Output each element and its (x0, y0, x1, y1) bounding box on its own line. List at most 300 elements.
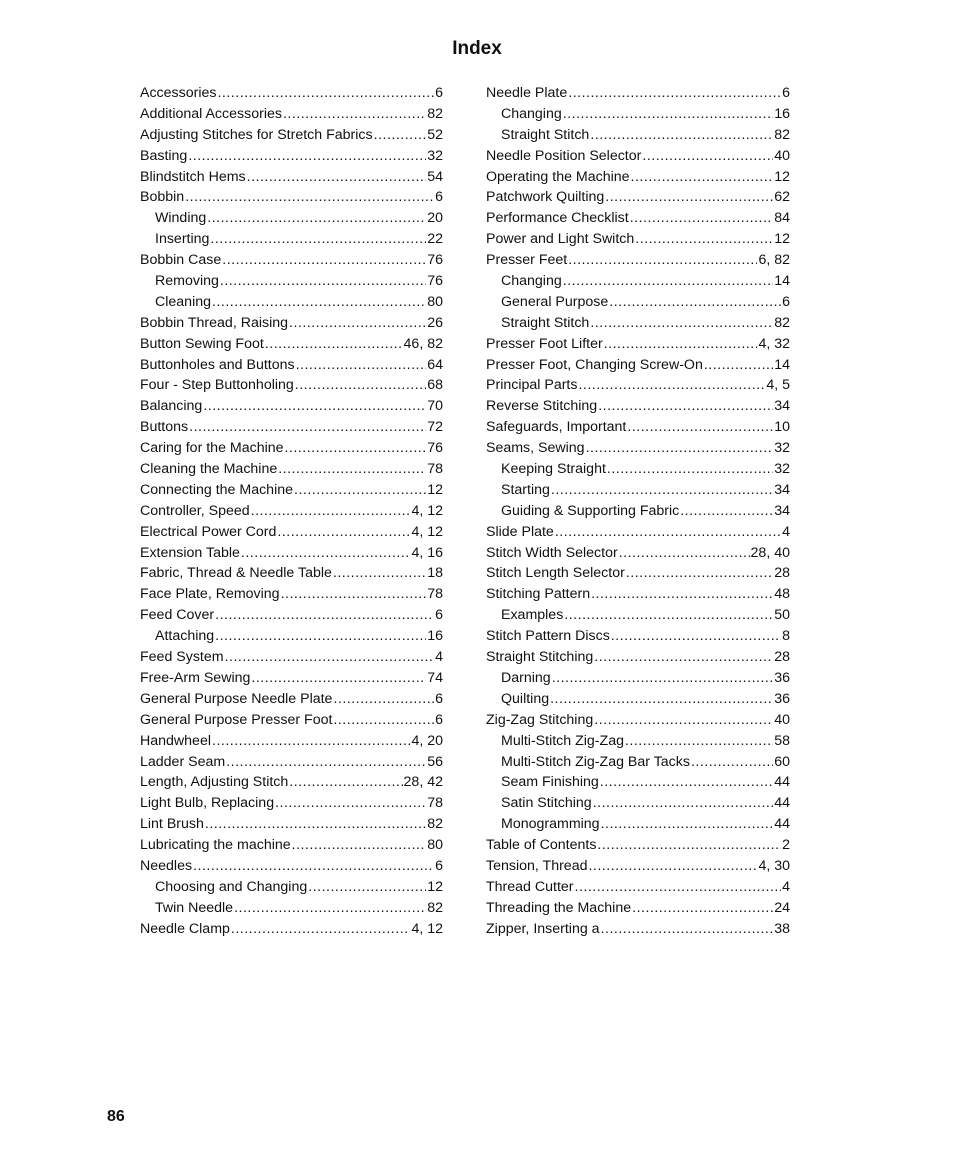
entry-pages: 82 (427, 816, 443, 833)
page-title: Index (452, 38, 502, 59)
index-entry (140, 146, 443, 167)
index-subentry (140, 292, 443, 313)
dot-leader (205, 814, 426, 835)
entry-label: General Purpose Presser Foot (140, 711, 333, 728)
entry-label: Stitching Pattern (486, 586, 591, 603)
entry-label: Balancing (140, 398, 203, 415)
dot-leader (278, 459, 426, 480)
dot-leader (607, 459, 773, 480)
entry-pages: 48 (774, 586, 790, 603)
index-entry (486, 355, 790, 376)
entry-label: Changing (501, 273, 562, 290)
index-subentry (486, 668, 790, 689)
index-subentry (486, 605, 790, 626)
index-entry (140, 752, 443, 773)
dot-leader (555, 522, 781, 543)
index-entry (140, 187, 443, 208)
entry-pages: 28, 40 (750, 544, 790, 561)
entry-label: Monogramming (501, 816, 600, 833)
dot-leader (231, 919, 411, 940)
entry-label: Caring for the Machine (140, 440, 284, 457)
index-entry (486, 919, 790, 940)
dot-leader (217, 83, 434, 104)
entry-pages: 72 (427, 419, 443, 436)
dot-leader (600, 772, 773, 793)
index-entry (140, 919, 443, 940)
index-entry (486, 626, 790, 647)
entry-label: Straight Stitch (501, 314, 590, 331)
entry-pages: 4, 12 (411, 920, 443, 937)
index-entry (140, 689, 443, 710)
dot-leader (193, 856, 434, 877)
dot-leader (704, 355, 773, 376)
entry-pages: 44 (774, 774, 790, 791)
index-entry (140, 563, 443, 584)
entry-pages: 2 (782, 837, 790, 854)
dot-leader (631, 167, 774, 188)
entry-label: Attaching (155, 628, 215, 645)
entry-pages: 36 (774, 690, 790, 707)
index-entry (486, 877, 790, 898)
dot-leader (222, 250, 426, 271)
dot-leader (285, 438, 427, 459)
entry-label: Seams, Sewing (486, 440, 585, 457)
index-entry (486, 375, 790, 396)
entry-pages: 32 (774, 440, 790, 457)
dot-leader (188, 146, 426, 167)
dot-leader (215, 626, 426, 647)
entry-pages: 28, 42 (403, 774, 443, 791)
index-entry (140, 480, 443, 501)
dot-leader (251, 501, 411, 522)
dot-leader (563, 104, 773, 125)
entry-pages: 76 (427, 252, 443, 269)
entry-pages: 62 (774, 189, 790, 206)
entry-pages: 6 (435, 711, 443, 728)
entry-label: Cleaning the Machine (140, 461, 278, 478)
entry-label: Needle Plate (486, 85, 568, 101)
dot-leader (251, 668, 426, 689)
dot-leader (611, 626, 781, 647)
dot-leader (551, 480, 773, 501)
dot-leader (586, 438, 774, 459)
dot-leader (632, 898, 773, 919)
index-subentry (486, 501, 790, 522)
entry-label: Reverse Stitching (486, 398, 598, 415)
entry-pages: 32 (774, 461, 790, 478)
entry-label: Electrical Power Cord (140, 523, 277, 540)
entry-pages: 18 (427, 565, 443, 582)
dot-leader (292, 835, 427, 856)
index-entry (140, 396, 443, 417)
index-subentry (486, 480, 790, 501)
entry-label: Operating the Machine (486, 168, 630, 185)
index-entry (140, 104, 443, 125)
dot-leader (627, 417, 773, 438)
entry-label: Table of Contents (486, 837, 597, 854)
index-subentry (140, 877, 443, 898)
entry-pages: 4, 5 (766, 377, 790, 394)
index-subentry (486, 689, 790, 710)
dot-leader (294, 480, 426, 501)
entry-label: Choosing and Changing (155, 878, 308, 895)
entry-label: Buttons (140, 419, 189, 436)
entry-pages: 40 (774, 711, 790, 728)
index-entry (140, 459, 443, 480)
index-subentry (486, 793, 790, 814)
entry-pages: 4, 12 (411, 523, 443, 540)
entry-label: General Purpose Needle Plate (140, 690, 333, 707)
index-entry (140, 543, 443, 564)
entry-pages: 54 (427, 168, 443, 185)
index-entry (486, 396, 790, 417)
entry-pages: 24 (774, 899, 790, 916)
index-column-right (486, 83, 790, 940)
dot-leader (241, 543, 411, 564)
dot-leader (597, 835, 781, 856)
entry-pages: 44 (774, 816, 790, 833)
entry-pages: 82 (427, 105, 443, 122)
entry-label: Changing (501, 105, 562, 122)
index-entry (140, 584, 443, 605)
entry-pages: 74 (427, 669, 443, 686)
entry-label: Additional Accessories (140, 105, 282, 122)
index-subentry (486, 814, 790, 835)
index-entry (486, 417, 790, 438)
entry-pages: 80 (427, 293, 443, 310)
entry-label: Twin Needle (155, 899, 234, 916)
index-entry (486, 438, 790, 459)
index-entry (140, 313, 443, 334)
index-subentry (140, 208, 443, 229)
entry-label: Bobbin Thread, Raising (140, 314, 289, 331)
entry-pages: 6 (435, 607, 443, 624)
entry-label: Winding (155, 210, 207, 227)
dot-leader (619, 543, 750, 564)
dot-leader (247, 167, 427, 188)
index-subentry (140, 271, 443, 292)
entry-pages: 34 (774, 398, 790, 415)
entry-label: Stitch Width Selector (486, 544, 618, 561)
entry-pages: 82 (774, 126, 790, 143)
dot-leader (234, 898, 426, 919)
dot-leader (552, 668, 774, 689)
dot-leader (333, 689, 434, 710)
entry-label: Feed Cover (140, 607, 215, 624)
entry-label: Guiding & Supporting Fabric (501, 502, 680, 519)
index-entry (486, 584, 790, 605)
entry-label: Fabric, Thread & Needle Table (140, 565, 332, 582)
dot-leader (308, 877, 426, 898)
entry-pages: 8 (782, 628, 790, 645)
entry-pages: 60 (774, 753, 790, 770)
entry-label: Free-Arm Sewing (140, 669, 251, 686)
dot-leader (563, 271, 773, 292)
index-column-left (140, 83, 443, 940)
entry-label: Principal Parts (486, 377, 578, 394)
index-subentry (486, 125, 790, 146)
index-entry (486, 647, 790, 668)
entry-label: Button Sewing Foot (140, 335, 264, 352)
dot-leader (590, 313, 773, 334)
entry-pages: 16 (774, 105, 790, 122)
entry-label: Presser Foot Lifter (486, 335, 603, 352)
entry-pages: 4, 12 (411, 502, 443, 519)
index-subentry (486, 772, 790, 793)
index-entry (140, 355, 443, 376)
entry-pages: 12 (427, 878, 443, 895)
entry-pages: 6 (782, 85, 790, 101)
index-entry (140, 772, 443, 793)
index-entry (140, 417, 443, 438)
entry-label: Straight Stitch (501, 126, 590, 143)
index-subentry (140, 626, 443, 647)
entry-pages: 28 (774, 649, 790, 666)
index-entry (486, 208, 790, 229)
index-entry (140, 647, 443, 668)
entry-pages: 44 (774, 795, 790, 812)
entry-pages: 4, 32 (758, 335, 790, 352)
index-entry (140, 250, 443, 271)
dot-leader (277, 522, 410, 543)
entry-label: Bobbin Case (140, 252, 222, 269)
index-entry (140, 793, 443, 814)
entry-label: Length, Adjusting Stitch (140, 774, 289, 791)
entry-label: Presser Feet (486, 252, 568, 269)
entry-label: Needle Position Selector (486, 147, 642, 164)
entry-label: Zig-Zag Stitching (486, 711, 594, 728)
entry-pages: 6, 82 (758, 252, 790, 269)
dot-leader (226, 752, 426, 773)
index-subentry (486, 104, 790, 125)
entry-label: Needle Clamp (140, 920, 230, 937)
dot-leader (594, 710, 773, 731)
entry-pages: 6 (435, 85, 443, 101)
entry-pages: 36 (774, 669, 790, 686)
dot-leader (609, 292, 781, 313)
index-entry (140, 835, 443, 856)
entry-label: Safeguards, Important (486, 419, 627, 436)
entry-label: Face Plate, Removing (140, 586, 280, 603)
entry-pages: 12 (774, 168, 790, 185)
entry-label: Multi-Stitch Zig-Zag Bar Tacks (501, 753, 690, 770)
index-subentry (486, 752, 790, 773)
index-entry (140, 501, 443, 522)
entry-label: Multi-Stitch Zig-Zag (501, 732, 624, 749)
dot-leader (189, 417, 426, 438)
index-entry (140, 856, 443, 877)
index-entry (140, 334, 443, 355)
dot-leader (691, 752, 773, 773)
entry-pages: 52 (427, 126, 443, 143)
index-entry (140, 731, 443, 752)
index-subentry (486, 292, 790, 313)
entry-pages: 12 (774, 231, 790, 248)
index-entry (486, 229, 790, 250)
entry-pages: 12 (427, 481, 443, 498)
index-entry (140, 668, 443, 689)
index-entry (140, 125, 443, 146)
entry-pages: 34 (774, 502, 790, 519)
index-entry (140, 522, 443, 543)
entry-label: Inserting (155, 231, 210, 248)
dot-leader (295, 375, 426, 396)
entry-pages: 26 (427, 314, 443, 331)
dot-leader (210, 229, 426, 250)
entry-label: Four - Step Buttonholing (140, 377, 294, 394)
index-entry (140, 814, 443, 835)
entry-pages: 6 (435, 857, 443, 874)
entry-label: Buttonholes and Buttons (140, 356, 295, 373)
dot-leader (220, 271, 426, 292)
dot-leader (593, 793, 774, 814)
entry-pages: 68 (427, 377, 443, 394)
dot-leader (588, 856, 757, 877)
entry-label: Basting (140, 147, 188, 164)
dot-leader (680, 501, 773, 522)
entry-label: Blindstitch Hems (140, 168, 246, 185)
index-entry (140, 605, 443, 626)
dot-leader (212, 292, 426, 313)
entry-pages: 4 (435, 649, 443, 666)
dot-leader (635, 229, 773, 250)
entry-pages: 58 (774, 732, 790, 749)
entry-pages: 16 (427, 628, 443, 645)
entry-label: Connecting the Machine (140, 481, 294, 498)
entry-label: Light Bulb, Replacing (140, 795, 275, 812)
entry-pages: 4, 16 (411, 544, 443, 561)
entry-pages: 22 (427, 231, 443, 248)
entry-label: Patchwork Quilting (486, 189, 605, 206)
index-entry (486, 146, 790, 167)
entry-label: Stitch Pattern Discs (486, 628, 610, 645)
entry-label: Lubricating the machine (140, 837, 291, 854)
entry-label: Needles (140, 857, 193, 874)
dot-leader (296, 355, 427, 376)
index-entry (486, 83, 790, 104)
entry-label: Satin Stitching (501, 795, 592, 812)
dot-leader (289, 313, 426, 334)
entry-label: Quilting (501, 690, 550, 707)
index-entry (486, 710, 790, 731)
entry-label: Zipper, Inserting a (486, 920, 600, 937)
dot-leader (625, 731, 773, 752)
dot-leader (575, 877, 782, 898)
index-subentry (486, 271, 790, 292)
entry-label: Lint Brush (140, 816, 204, 833)
entry-label: Removing (155, 273, 219, 290)
entry-pages: 78 (427, 461, 443, 478)
dot-leader (568, 83, 781, 104)
entry-pages: 4, 30 (758, 857, 790, 874)
index-entry (486, 187, 790, 208)
entry-pages: 20 (427, 210, 443, 227)
dot-leader (601, 919, 774, 940)
entry-label: Extension Table (140, 544, 240, 561)
entry-pages: 34 (774, 481, 790, 498)
entry-label: Accessories (140, 85, 217, 101)
dot-leader (604, 334, 758, 355)
index-entry (140, 83, 443, 104)
index-entry (486, 334, 790, 355)
index-subentry (486, 313, 790, 334)
entry-pages: 32 (427, 147, 443, 164)
entry-pages: 70 (427, 398, 443, 415)
index-entry (140, 375, 443, 396)
index-entry (140, 167, 443, 188)
entry-pages: 4 (782, 523, 790, 540)
entry-pages: 56 (427, 753, 443, 770)
index-subentry (486, 459, 790, 480)
entry-pages: 82 (774, 314, 790, 331)
entry-pages: 82 (427, 899, 443, 916)
entry-label: Performance Checklist (486, 210, 629, 227)
index-entry (486, 522, 790, 543)
dot-leader (283, 104, 426, 125)
entry-pages: 6 (782, 293, 790, 310)
index-subentry (140, 898, 443, 919)
index-entry (486, 898, 790, 919)
entry-label: Darning (501, 669, 551, 686)
entry-label: Tension, Thread (486, 857, 588, 874)
entry-pages: 14 (774, 273, 790, 290)
entry-pages: 64 (427, 356, 443, 373)
dot-leader (594, 647, 773, 668)
index-entry (140, 438, 443, 459)
dot-leader (578, 375, 765, 396)
dot-leader (605, 187, 773, 208)
dot-leader (630, 208, 774, 229)
index-entry (486, 250, 790, 271)
entry-pages: 14 (774, 356, 790, 373)
index-entry (486, 543, 790, 564)
entry-label: Seam Finishing (501, 774, 599, 791)
entry-pages: 10 (774, 419, 790, 436)
entry-label: Starting (501, 481, 550, 498)
index-entry (486, 856, 790, 877)
entry-label: Ladder Seam (140, 753, 226, 770)
entry-pages: 6 (435, 690, 443, 707)
dot-leader (598, 396, 773, 417)
entry-label: Threading the Machine (486, 899, 632, 916)
dot-leader (626, 563, 773, 584)
entry-pages: 38 (774, 920, 790, 937)
entry-pages: 28 (774, 565, 790, 582)
entry-label: Cleaning (155, 293, 212, 310)
dot-leader (289, 772, 402, 793)
entry-pages: 78 (427, 795, 443, 812)
index-entry (140, 710, 443, 731)
page-number: 86 (107, 1108, 125, 1125)
entry-label: Thread Cutter (486, 878, 574, 895)
index-entry (486, 167, 790, 188)
dot-leader (281, 584, 427, 605)
dot-leader (225, 647, 435, 668)
entry-label: Keeping Straight (501, 461, 606, 478)
entry-label: Examples (501, 607, 564, 624)
entry-label: Adjusting Stitches for Stretch Fabrics (140, 126, 373, 143)
dot-leader (564, 605, 773, 626)
dot-leader (215, 605, 434, 626)
dot-leader (642, 146, 773, 167)
dot-leader (203, 396, 426, 417)
entry-pages: 80 (427, 837, 443, 854)
entry-pages: 78 (427, 586, 443, 603)
dot-leader (333, 563, 426, 584)
entry-label: Controller, Speed (140, 502, 250, 519)
entry-label: Power and Light Switch (486, 231, 635, 248)
entry-label: Handwheel (140, 732, 211, 749)
